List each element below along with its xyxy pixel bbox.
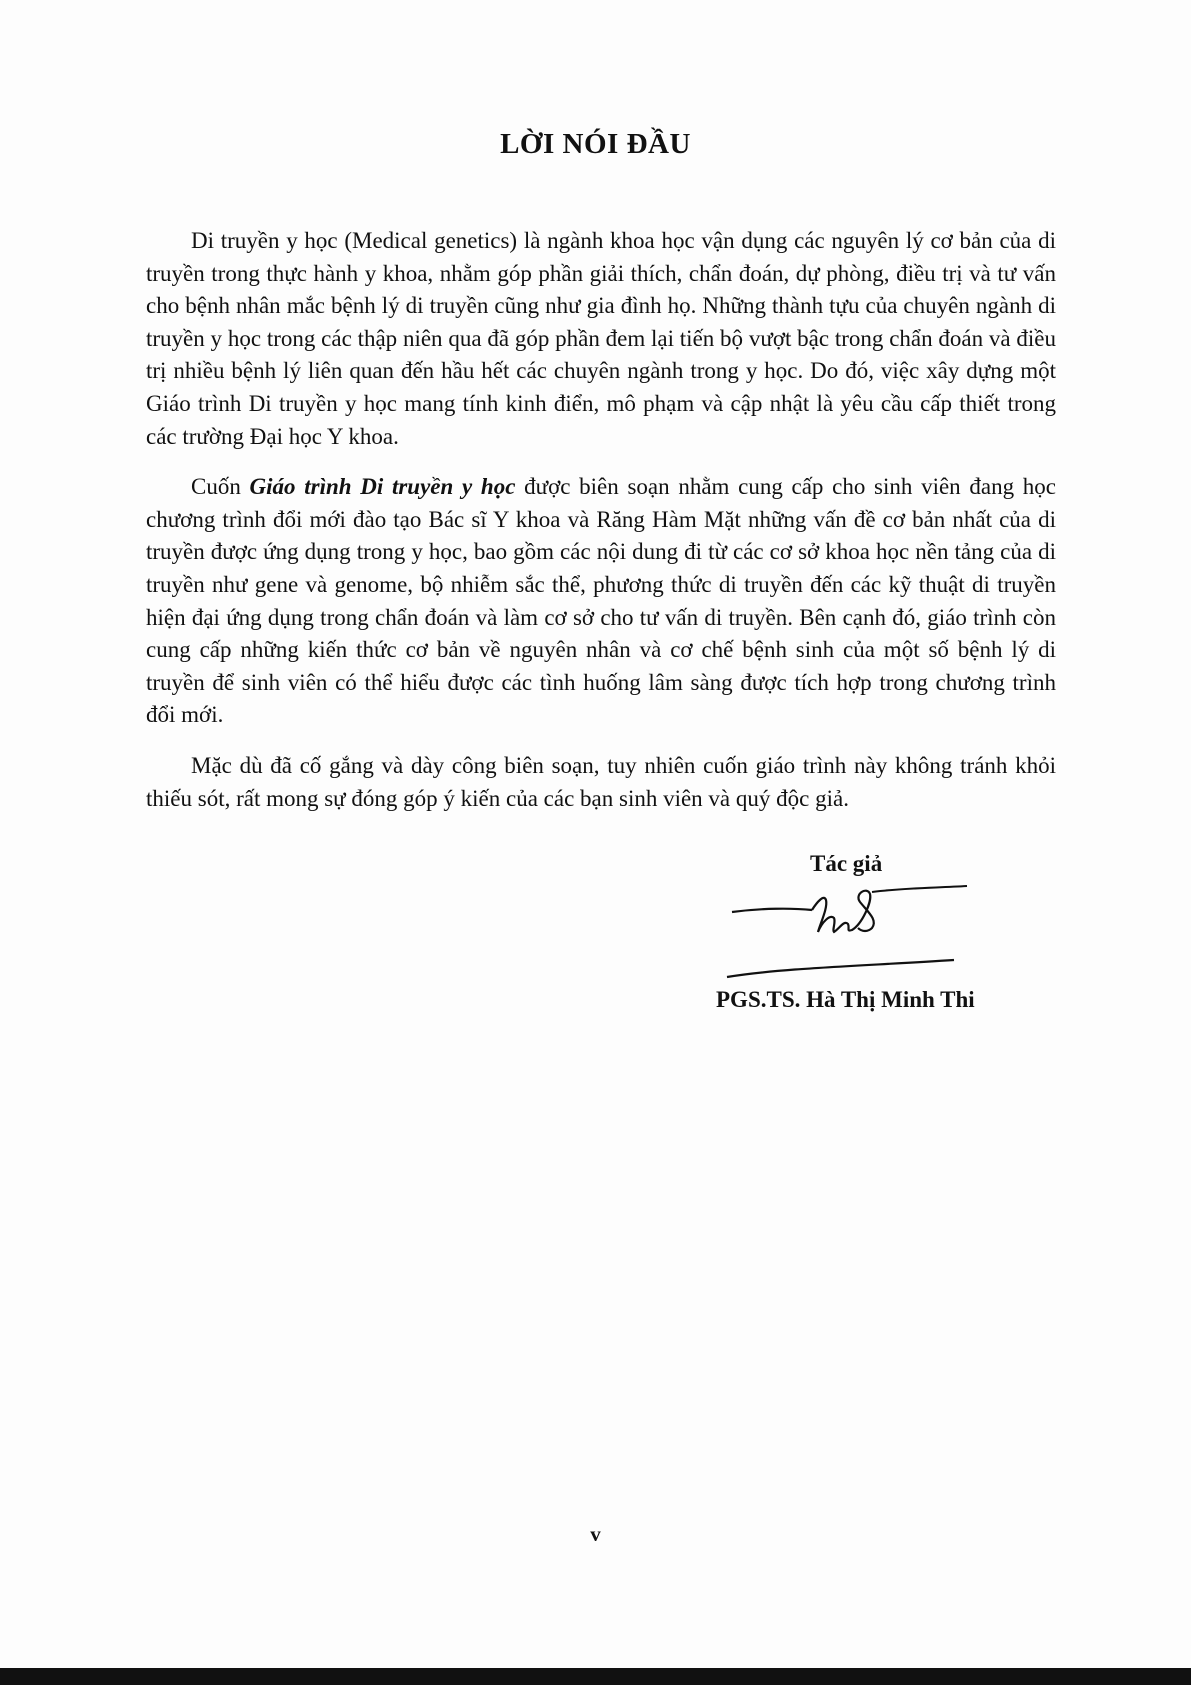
signature-stroke-top: [872, 886, 967, 892]
paragraph-3: Mặc dù đã cố gắng và dày công biên soạn, tuy nhiên cuốn giáo trình này không tránh khỏi thiếu sót, rất mong sự đóng góp ý kiến của các bạn sinh viên và quý độc giả.: [146, 752, 1056, 811]
page-number: v: [590, 1522, 601, 1546]
signature: [722, 872, 972, 982]
signature-stroke-left: [732, 909, 812, 912]
paragraph-2: [146, 471, 1056, 732]
author-label: Tác giả: [810, 851, 883, 876]
preface-body: [146, 225, 1056, 833]
paragraph-1: Di truyền y học (Medical genetics) là ngành khoa học vận dụng các nguyên lý cơ bản của di truyền trong thực hành y khoa, nhằm góp phần giải thích, chẩn đoán, dự phòng, điều trị và tư vấn cho bệnh nhân mắc bệnh lý di truyền cũng như gia đình họ. Những thành tựu của chuyên ngành di truyền y học trong các thập niên qua đã góp phần đem lại tiến bộ vượt bậc trong chẩn đoán và điều trị nhiều bệnh lý liên quan đến hầu hết các chuyên ngành trong y học. Do đó, việc xây dựng một Giáo trình Di truyền y học mang tính kinh điển, mô phạm và cập nhật là yêu cầu cấp thiết trong các trường Đại học Y khoa.: [146, 228, 1056, 449]
paragraph-2-start: Cuốn: [191, 474, 250, 500]
signature-stroke-main: [812, 891, 874, 932]
page-title: LỜI NÓI ĐẦU: [500, 128, 691, 160]
signature-underline: [727, 960, 954, 977]
author-name: PGS.TS. Hà Thị Minh Thi: [716, 987, 975, 1012]
paragraph-2-rest: được biên soạn nhằm cung cấp cho sinh viên đang học chương trình đổi mới đào tạo Bác sĩ Y khoa và Răng Hàm Mặt những vấn đề cơ bản nhất của di truyền được ứng dụng trong y học, bao gồm các nội dung đi từ các cơ sở khoa học nền tảng của di truyền như gene và genome, bộ nhiễm sắc thể, phương thức di truyền đến các kỹ thuật di truyền hiện đại ứng dụng trong chẩn đoán và làm cơ sở cho tư vấn di truyền. Bên cạnh đó, giáo trình còn cung cấp những kiến thức cơ bản về nguyên nhân và cơ chế bệnh sinh của một số bệnh lý di truyền để sinh viên có thể hiểu được các tình huống lâm sàng được tích hợp trong chương trình đổi mới.: [146, 474, 1056, 728]
book-title: Giáo trình Di truyền y học: [249, 474, 516, 500]
scan-bottom-edge: [0, 1668, 1191, 1685]
